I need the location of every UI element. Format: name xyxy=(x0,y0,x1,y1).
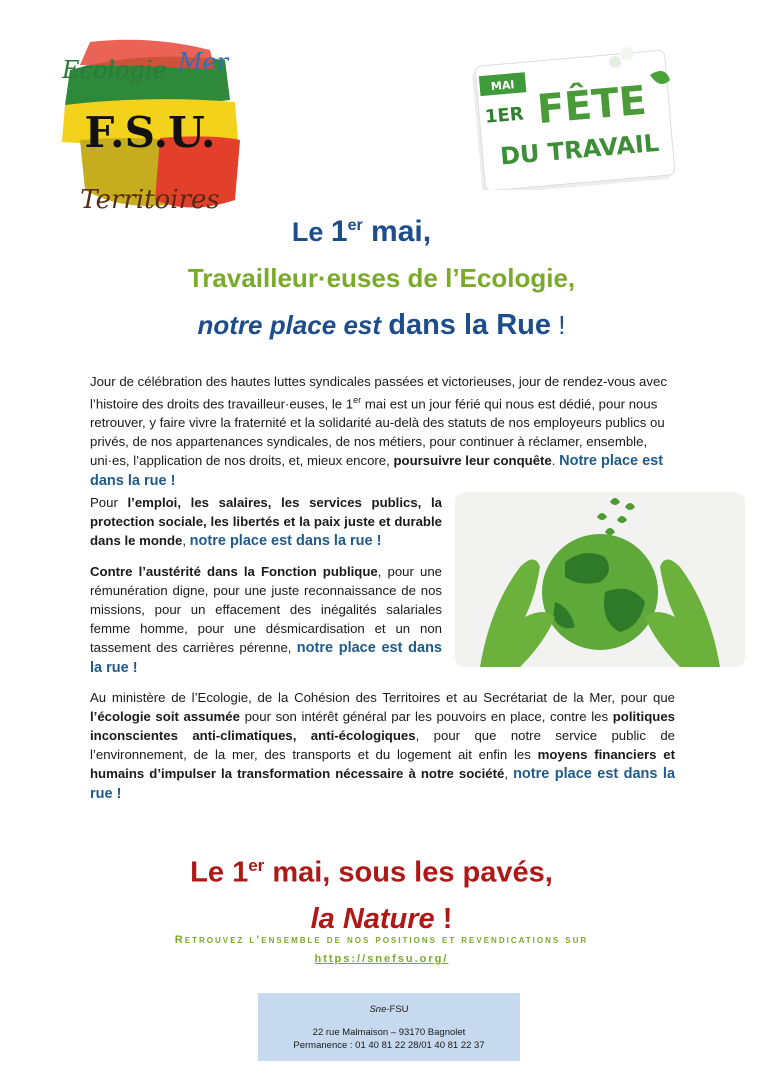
slogan xyxy=(0,846,763,939)
footer-org: Sne-FSU xyxy=(369,1004,409,1015)
leaf-icon xyxy=(605,528,615,535)
logo-mer-text: Mer xyxy=(178,48,229,76)
logo-1er-text: 1ER xyxy=(484,103,525,128)
slogan-line-1: Le 1er mai, sous les pavés, xyxy=(190,856,553,889)
footer-contact-box xyxy=(258,993,520,1061)
paragraph-ministere: Au ministère de l’Ecologie, de la Cohésion des Territoires et au Secrétariat de la Mer, pour que l’écologie soit assumée pour son intérêt général par les pouvoirs en place, contre les politiques inconscientes anti-climatiques, anti-écologiques, pour que notre service public de l’environnement, de la mer, des transports et du logement ait enfin les moyens financiers et humains d’impulser la transformation nécessaire à notre société, notre place est dans la rue ! xyxy=(90,690,676,802)
globe-icon xyxy=(542,534,658,650)
positions-text: Retrouvez l’ensemble de nos positions et revendications sur xyxy=(174,934,589,946)
paragraph-intro: Jour de célébration des hautes luttes syndicales passées et victorieuses, jour de rendez-vous avec l’histoire des droits des travailleur·euses, le 1er mai est un jour férié qui nous est dédié, pour nous retrouver, y faire vivre la fraternité et la solidarité au-delà des statuts de nos employeurs publics ou privés, de nos appartenances syndicales, de nos métiers, pour continuer à réclamer, ensemble, uni·es, l’application de nos droits, et, mieux encore, poursuivre leur conquête. Notre place est dans la rue ! xyxy=(90,374,667,490)
snefsu-link[interactable]: https://snefsu.org/ xyxy=(314,953,449,965)
logo-fsu-text: F.S.U. xyxy=(84,108,216,157)
page-title xyxy=(0,205,763,349)
logo-ecologie-text: Ecologie xyxy=(62,56,167,84)
footer-address: 22 rue Malmaison – 93170 Bagnolet xyxy=(312,1027,466,1038)
fete-du-travail-logo xyxy=(465,40,685,190)
slogan-line-2: la Nature ! xyxy=(310,902,453,935)
earth-hands-image xyxy=(455,492,745,667)
logo-fete-text: FÊTE xyxy=(535,77,649,134)
flower-icon xyxy=(609,56,621,68)
right-hand-icon xyxy=(645,560,720,668)
paragraph-austerite: Contre l’austérité dans la Fonction publique, pour une rémunération digne, pour une juste reconnaissance de nos missions, pour un effacement des inégalités salariales femme homme, pour une désmicardisation et un non tassement des carrières pérenne, notre place est dans la rue ! xyxy=(90,564,442,676)
left-hand-icon xyxy=(480,560,555,668)
title-line-2: Travailleur·euses de l’Ecologie, xyxy=(187,263,576,293)
paragraph-emploi: Pour l’emploi, les salaires, les services publics, la protection sociale, les libertés et la paix juste et durable dans le monde, notre place est dans la rue ! xyxy=(90,495,442,549)
fsu-logo xyxy=(50,30,250,230)
title-line-3: notre place est dans la Rue ! xyxy=(197,309,566,341)
logo-mai-text: MAI xyxy=(490,78,516,94)
logo-territoires-text: Territoires xyxy=(80,185,220,215)
positions-links xyxy=(0,934,763,965)
title-line-1: Le 1er mai, xyxy=(291,215,432,248)
footer-phone: Permanence : 01 40 81 22 28/01 40 81 22 37 xyxy=(293,1040,485,1051)
logo-travail-text: DU TRAVAIL xyxy=(499,128,661,171)
